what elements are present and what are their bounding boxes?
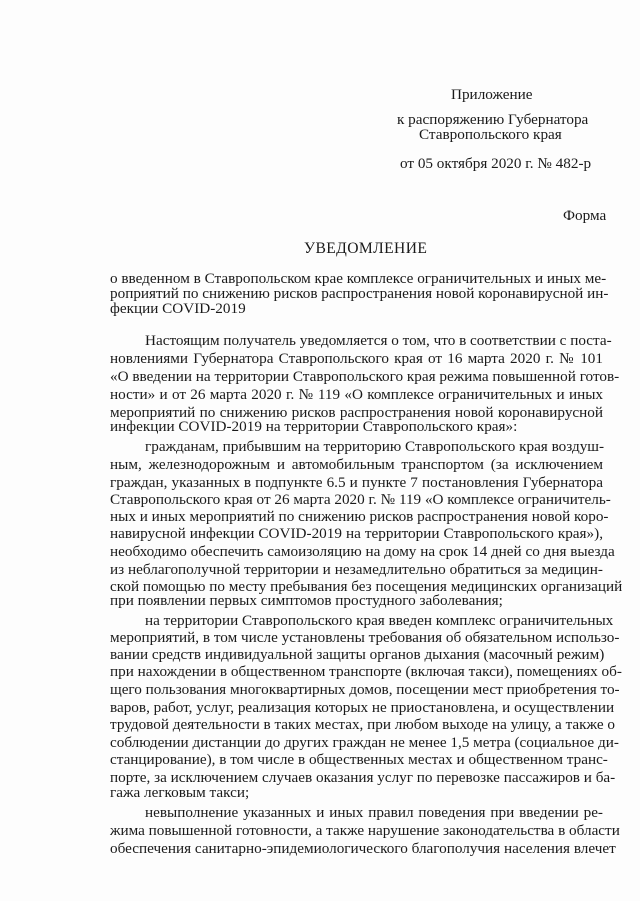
- appendix-label: Приложение: [451, 86, 533, 103]
- order-date-line: от 05 октября 2020 г. № 482-р: [400, 155, 592, 172]
- body-line: Ставропольского края от 26 марта 2020 г. № 119 «О комплексе ограничитель-: [110, 491, 611, 508]
- form-label: Форма: [563, 207, 607, 224]
- body-line: новлениями Губернатора Ставропольского края от 16 марта 2020 г. № 101: [110, 350, 603, 367]
- body-line: порте, за исключением случаев оказания услуг по перевозке пассажиров и ба-: [110, 769, 616, 786]
- subtitle-line: о введенном в Ставропольском крае комплексе ограничительных и иных ме-: [110, 270, 607, 287]
- body-line: инфекции COVID-2019 на территории Ставропольского края»:: [110, 418, 518, 435]
- subtitle-line: роприятий по снижению рисков распространения новой коронавирусной ин-: [110, 285, 609, 302]
- order-reference-line-1: к распоряжению Губернатора: [397, 111, 589, 128]
- body-line: при нахождении в общественном транспорте (включая такси), помещениях об-: [110, 663, 622, 680]
- body-line: обеспечения санитарно-эпидемиологического благополучия населения влечет: [110, 840, 616, 857]
- body-line: ской помощью по месту пребывания без посещения медицинских организаций: [110, 578, 623, 595]
- body-line: гажа легковым такси;: [110, 784, 250, 801]
- body-line: щего пользования многоквартирных домов, посещении мест приобретения то-: [110, 681, 620, 698]
- body-line: ных и иных мероприятий по снижению рисков распространения новой коро-: [110, 508, 609, 525]
- body-line: гражданам, прибывшим на территорию Ставропольского края воздуш-: [145, 438, 605, 455]
- body-line: соблюдении дистанции до других граждан не менее 1,5 метра (социальное ди-: [110, 734, 619, 751]
- order-reference-line-2: Ставропольского края: [419, 126, 562, 143]
- body-line: мероприятий по снижению рисков распространения новой коронавирусной: [110, 404, 603, 421]
- body-line: мероприятий, в том числе установлены требования об обязательном использо-: [110, 629, 620, 646]
- body-line: станцирование), в том числе в общественных местах и общественном транс-: [110, 751, 608, 768]
- body-line: жима повышенной готовности, а также нарушение законодательства в области: [110, 822, 620, 839]
- body-line: граждан, указанных в подпункте 6.5 и пункте 7 постановления Губернатора: [110, 474, 603, 491]
- body-line: при появлении первых симптомов простудного заболевания;: [110, 592, 503, 609]
- body-line: варов, работ, услуг, реализация которых не приостановлена, и осуществлении: [110, 699, 615, 716]
- body-line: «О введении на территории Ставропольского края режима повышенной готов-: [110, 368, 620, 385]
- body-line: невыполнение указанных и иных правил поведения при введении ре-: [145, 804, 603, 821]
- subtitle-line: фекции COVID-2019: [110, 300, 246, 317]
- document-title: УВЕДОМЛЕНИЕ: [304, 240, 428, 257]
- body-line: ным, железнодорожным и автомобильным транспортом (за исключением: [110, 456, 603, 473]
- body-line: из неблагополучной территории и незамедлительно обратиться за медицин-: [110, 561, 603, 578]
- body-line: ности» и от 26 марта 2020 г. № 119 «О комплексе ограничительных и иных: [110, 386, 603, 403]
- body-line: необходимо обеспечить самоизоляцию на дому на срок 14 дней со дня выезда: [110, 543, 615, 560]
- body-line: на территории Ставропольского края введен комплекс ограничительных: [145, 612, 614, 629]
- body-line: вании средств индивидуальной защиты органов дыхания (масочный режим): [110, 646, 605, 663]
- body-line: Настоящим получатель уведомляется о том, что в соответствии с поста-: [145, 332, 612, 349]
- body-line: трудовой деятельности в таких местах, при любом выходе на улицу, а также о: [110, 716, 615, 733]
- body-line: навирусной инфекции COVID-2019 на территории Ставропольского края»),: [110, 525, 603, 542]
